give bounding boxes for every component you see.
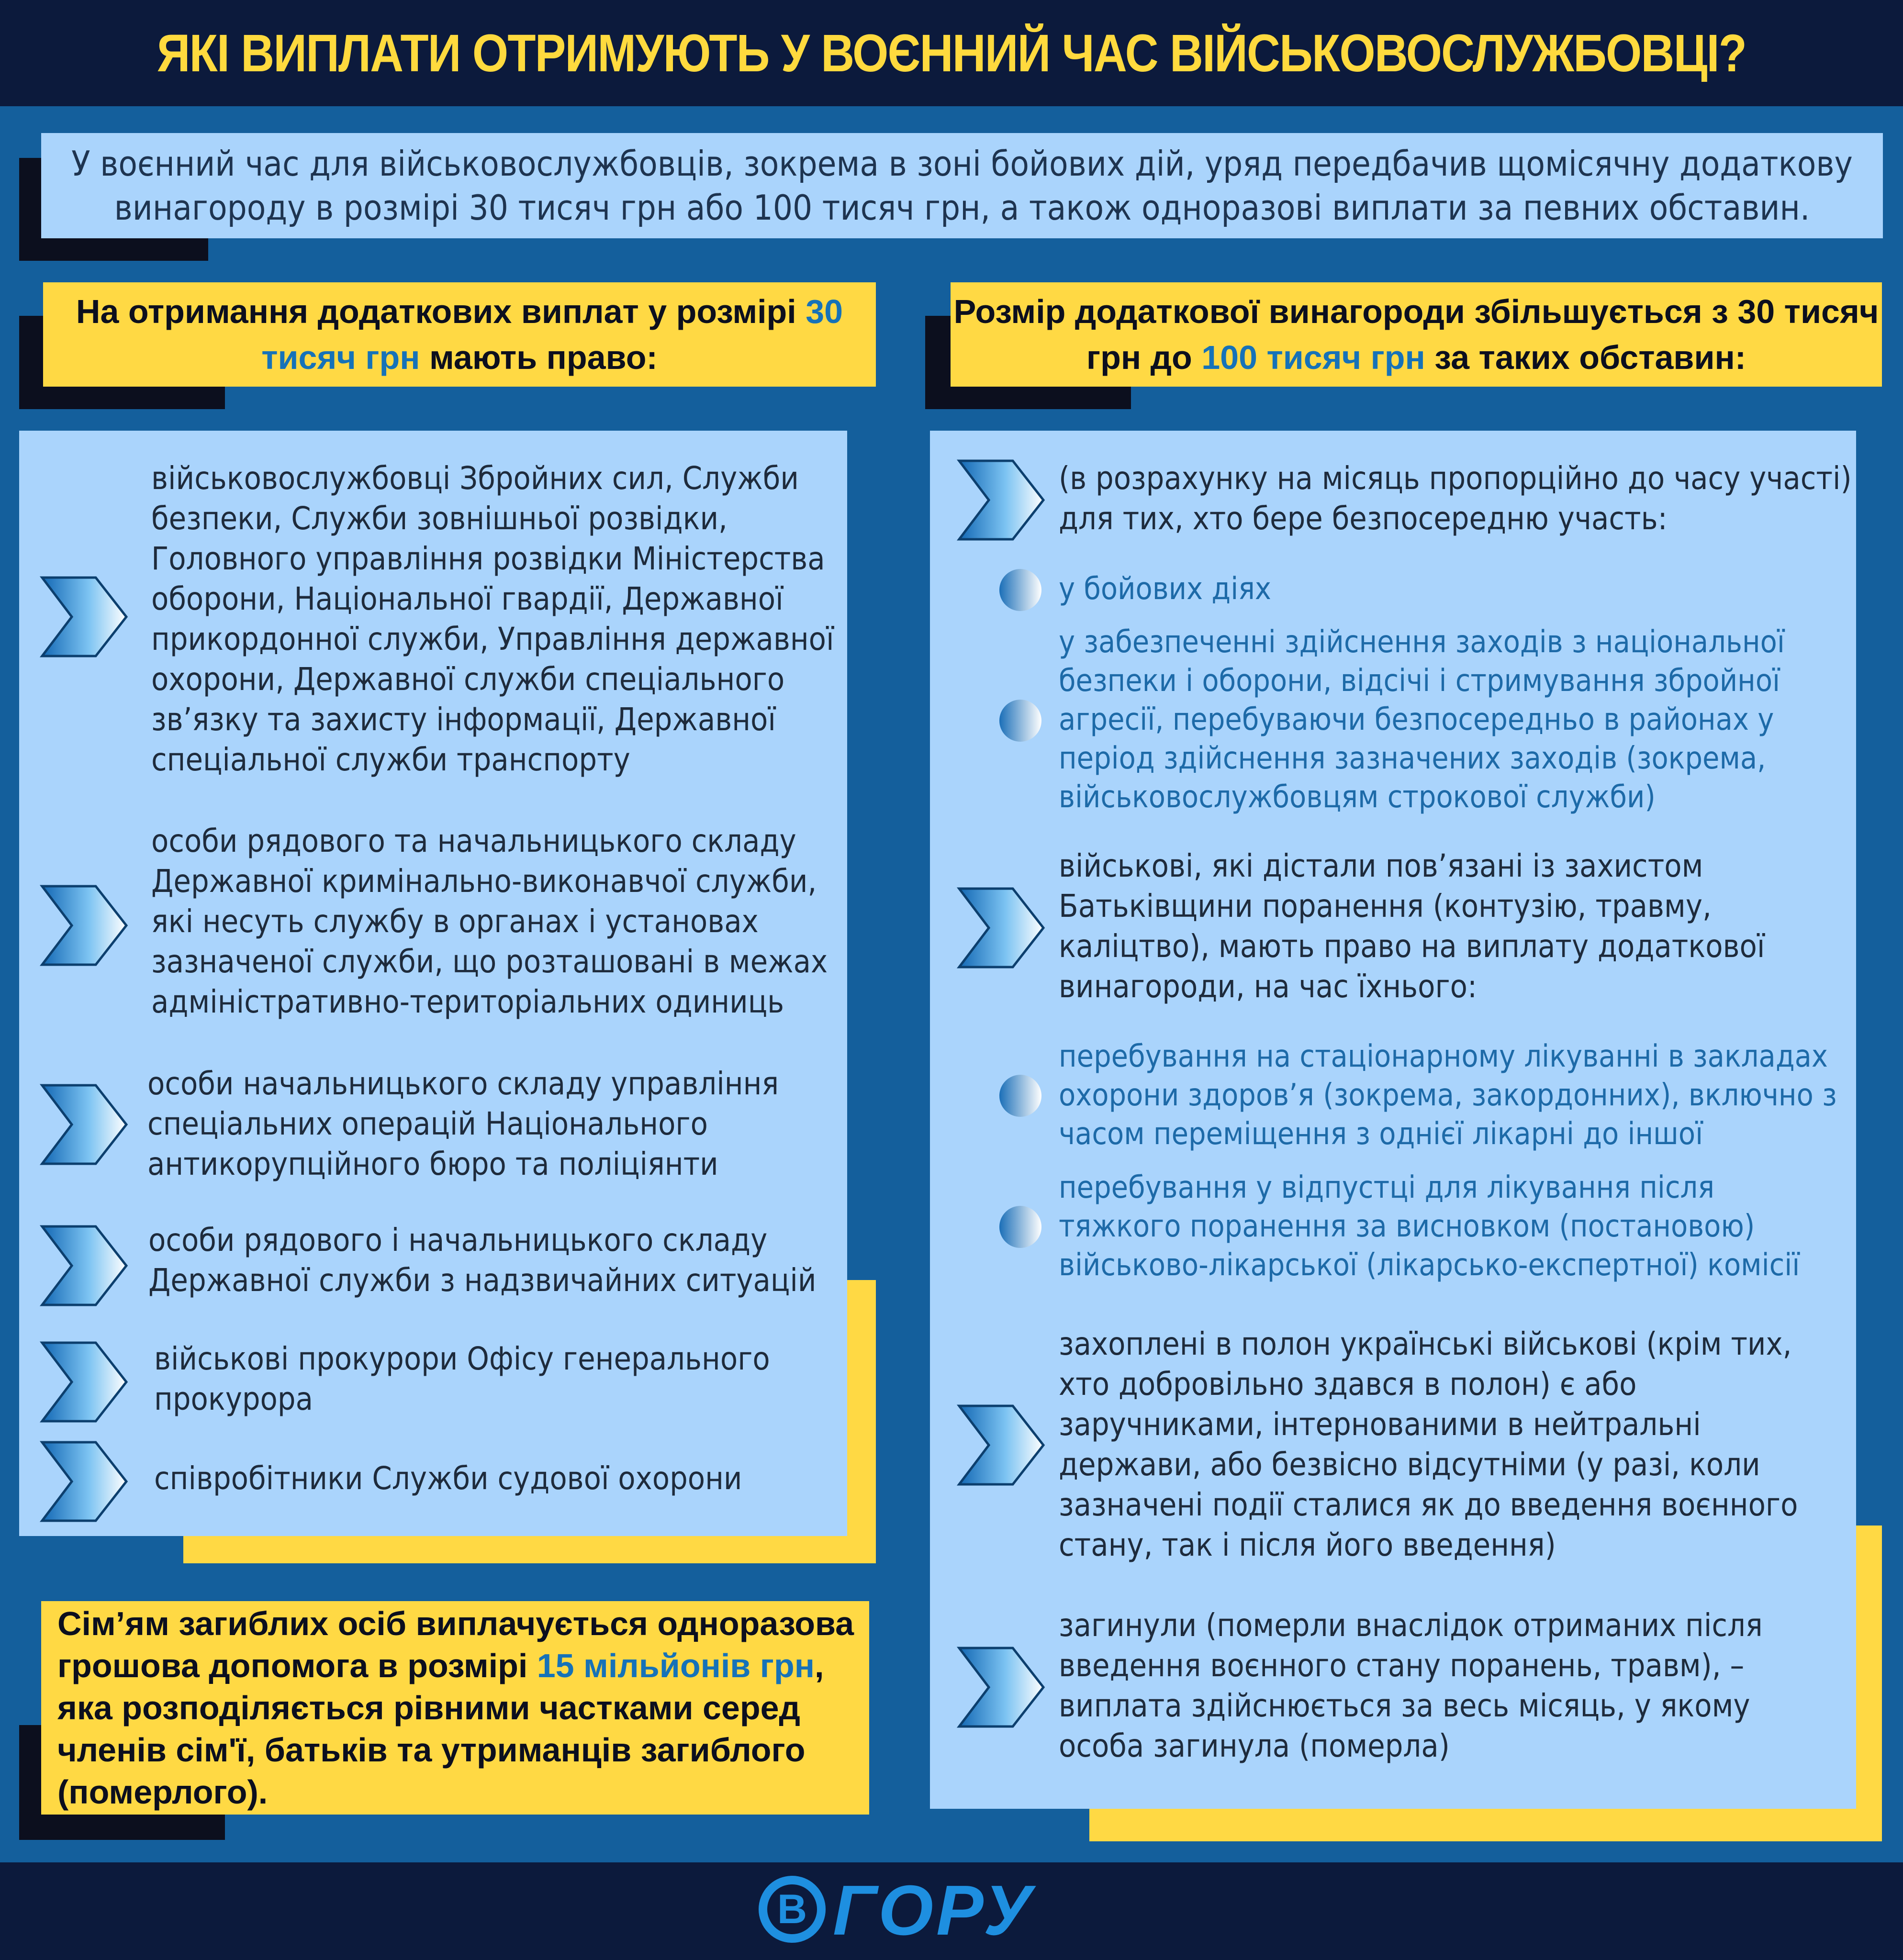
right-list-item: (в розрахунку на місяць пропорційно до часу участі) для тих, хто бере безпосередню участь: (1059, 460, 1852, 537)
left-list-item: особи начальницького складу управління спеціальних операцій Національного антикорупційного бюро та поліціянти (147, 1065, 779, 1182)
left-list-item: співробітники Служби судової охорони (154, 1460, 742, 1497)
logo-wordmark: ГОРУ (833, 1871, 1035, 1950)
bottom-note-amount: 15 мільйонів грн (537, 1647, 815, 1684)
left-list-item: військові прокурори Офісу генерального прокурора (154, 1340, 770, 1417)
chevron-arrow-icon (39, 1225, 130, 1306)
chevron-arrow-icon (39, 885, 130, 966)
left-heading (43, 282, 876, 387)
chevron-arrow-icon (39, 576, 130, 657)
bottom-note-text: Сім’ям загиблих осіб виплачується одноразова грошова допомога в розмірі (57, 1605, 854, 1684)
bullet-dot-icon (998, 1074, 1042, 1118)
title-bar (0, 0, 1903, 106)
right-list-item: загинули (померли внаслідок отриманих після введення воєнного стану поранень, травм), – виплата здійснюється за весь місяць, у якому особа загинула (померла) (1059, 1607, 1763, 1764)
right-sub-item: перебування у відпустці для лікування після тяжкого поранення за висновком (постановою) військово-лікарської (лікарсько-експертної) комісії (1059, 1170, 1800, 1283)
left-heading-text: На отримання додаткових виплат у розмірі (76, 293, 806, 330)
chevron-arrow-icon (956, 459, 1047, 541)
chevron-arrow-icon (956, 1404, 1047, 1486)
right-heading-text-end: за таких обставин: (1425, 339, 1746, 376)
bottom-note (41, 1601, 869, 1815)
chevron-arrow-icon (956, 1647, 1047, 1728)
chevron-arrow-icon (956, 887, 1047, 969)
logo-circle (759, 1876, 826, 1943)
chevron-arrow-icon (39, 1341, 130, 1423)
left-list-item: військовослужбовці Збройних сил, Служби безпеки, Служби зовнішньої розвідки, Головного управління розвідки Міністерства оборони, Національної гвардії, Державної прикордонної служби, Управління державної охорони, Державної служби спеціального зв’язку та захисту інформації, Державної спеціальної служби транспорту (151, 460, 834, 778)
right-list-item: захоплені в полон українські військові (крім тих, хто добровільно здався в полон) є або заручниками, інтернованими в нейтральні держави, або безвісно відсутніми (у разі, коли зазначені події сталися як до введення воєнного стану, так і після його введення) (1059, 1325, 1798, 1563)
right-list-item: військові, які дістали пов’язані із захистом Батьківщини поранення (контузію, травму, каліцтво), мають право на виплату додаткової винагороди, на час їхнього: (1059, 847, 1765, 1005)
left-list-item: особи рядового та начальницького складу Державної кримінально-виконавчої служби, які несуть службу в органах і установах зазначеної служби, що розташовані в межах адміністративно-територіальних одиниць (151, 823, 828, 1020)
bullet-dot-icon (998, 699, 1042, 743)
left-heading-text-end: мають право: (420, 339, 658, 376)
right-sub-item: перебування на стаціонарному лікуванні в закладах охорони здоров’я (зокрема, закордонних), включно з часом переміщення з однієї лікарні до іншої (1059, 1039, 1837, 1152)
right-sub-item: у забезпеченні здійснення заходів з національної безпеки і оборони, відсічі і стримування збройної агресії, перебуваючи безпосередньо в районах у період здійснення зазначених заходів (зокрема, військовослужбовцям строкової служби) (1059, 624, 1785, 815)
right-heading (951, 282, 1882, 387)
left-list-item: особи рядового і начальницького складу Державної служби з надзвичайних ситуацій (148, 1222, 817, 1299)
chevron-arrow-icon (39, 1441, 130, 1522)
right-heading-amount: 100 тисяч грн (1201, 339, 1425, 376)
chevron-arrow-icon (39, 1084, 130, 1165)
bottom-note-text-end: , яка розподіляється рівними частками серед членів сім'ї, батьків та утриманців загиблого (померлого). (57, 1647, 824, 1811)
right-heading-text: Розмір додаткової винагороди збільшується з 30 тисяч грн до (953, 293, 1879, 376)
left-heading-amount: 30 тисяч грн (261, 293, 843, 376)
bullet-dot-icon (998, 568, 1042, 612)
intro-text: У воєнний час для військовослужбовців, зокрема в зоні бойових дій, уряд передбачив щомісячну додаткову винагороду в розмірі 30 тисяч грн або 100 тисяч грн, а також одноразові виплати за певних обставин. (71, 144, 1853, 228)
bullet-dot-icon (998, 1205, 1042, 1249)
logo-letter: В (777, 1886, 807, 1932)
page-title: ЯКІ ВИПЛАТИ ОТРИМУЮТЬ У ВОЄННИЙ ЧАС ВІЙСЬКОВОСЛУЖБОВЦІ? (157, 23, 1746, 83)
right-sub-item: у бойових діях (1059, 571, 1271, 607)
